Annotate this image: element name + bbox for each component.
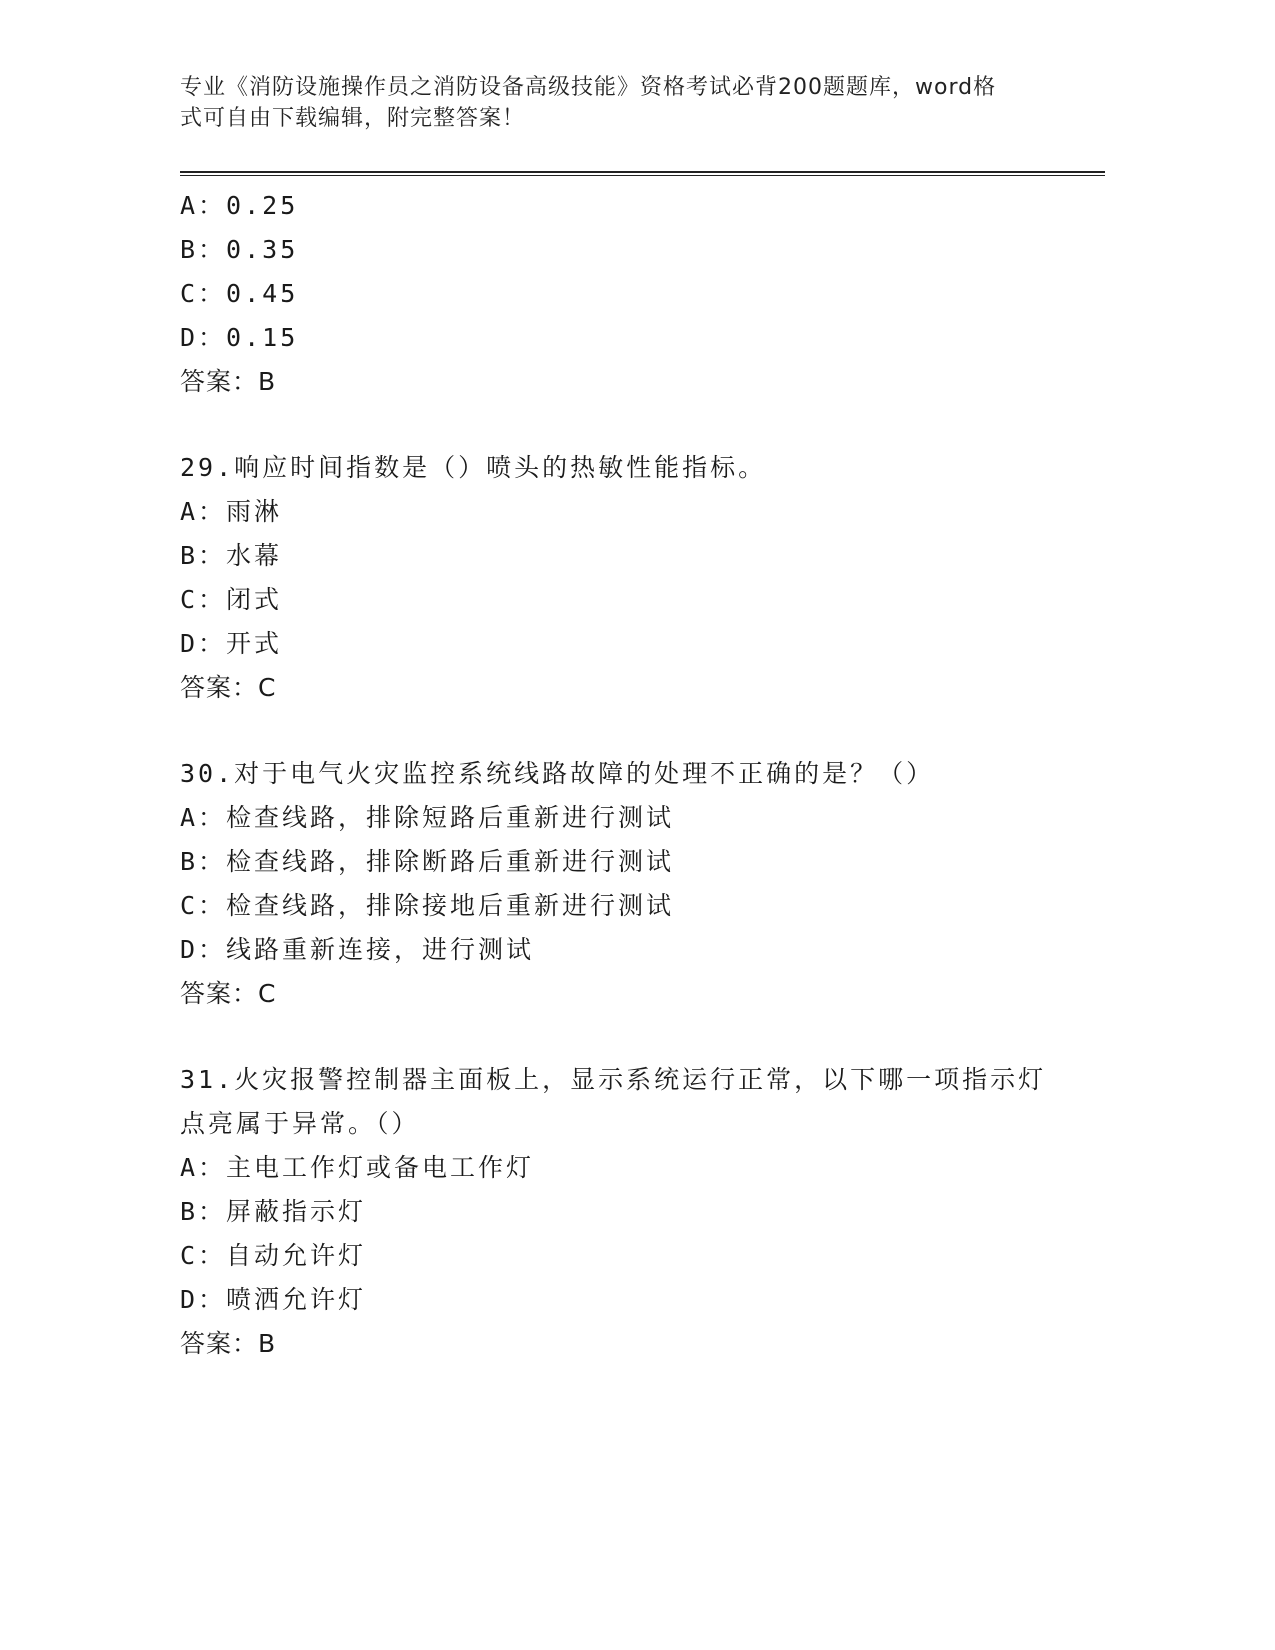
option-b: B：0.35 [180,235,299,264]
question-30 [180,752,1105,1016]
option-c: C：闭式 [180,585,283,614]
option-d: D：0.15 [180,323,299,352]
option-a: A：0.25 [180,191,299,220]
option-b: B：水幕 [180,541,283,570]
question-list [180,184,1105,1366]
option-a: A：检查线路，排除短路后重新进行测试 [180,803,675,832]
header-divider-thick [180,171,1105,173]
answer: 答案：C [180,673,277,702]
option-c: C：检查线路，排除接地后重新进行测试 [180,891,675,920]
answer: 答案：B [180,1329,277,1358]
option-c: C：0.45 [180,279,299,308]
question-31 [180,1058,1105,1366]
question-text: 29.响应时间指数是（）喷头的热敏性能指标。 [180,453,767,482]
option-b: B：屏蔽指示灯 [180,1197,367,1226]
question-text-line-1: 31.火灾报警控制器主面板上，显示系统运行正常，以下哪一项指示灯 [180,1065,1047,1094]
option-b: B：检查线路，排除断路后重新进行测试 [180,847,675,876]
option-d: D：开式 [180,629,283,658]
question-28 [180,184,1105,404]
option-d: D：线路重新连接，进行测试 [180,935,535,964]
spacer [180,1016,1105,1058]
option-a: A：主电工作灯或备电工作灯 [180,1153,535,1182]
question-text: 30.对于电气火灾监控系统线路故障的处理不正确的是？（） [180,759,935,788]
answer: 答案：C [180,979,277,1008]
option-a: A：雨淋 [180,497,283,526]
spacer [180,404,1105,446]
header-title-line-1: 专业《消防设施操作员之消防设备高级技能》资格考试必背200题题库，word格 [180,75,997,100]
answer: 答案：B [180,367,277,396]
option-d: D：喷洒允许灯 [180,1285,367,1314]
spacer [180,710,1105,752]
question-29 [180,446,1105,710]
document-header [180,72,1040,134]
option-c: C：自动允许灯 [180,1241,367,1270]
question-text-line-2: 点亮属于异常。（） [180,1109,420,1138]
header-title-line-2: 式可自由下载编辑，附完整答案！ [180,106,526,131]
header-divider-thin [180,175,1105,176]
